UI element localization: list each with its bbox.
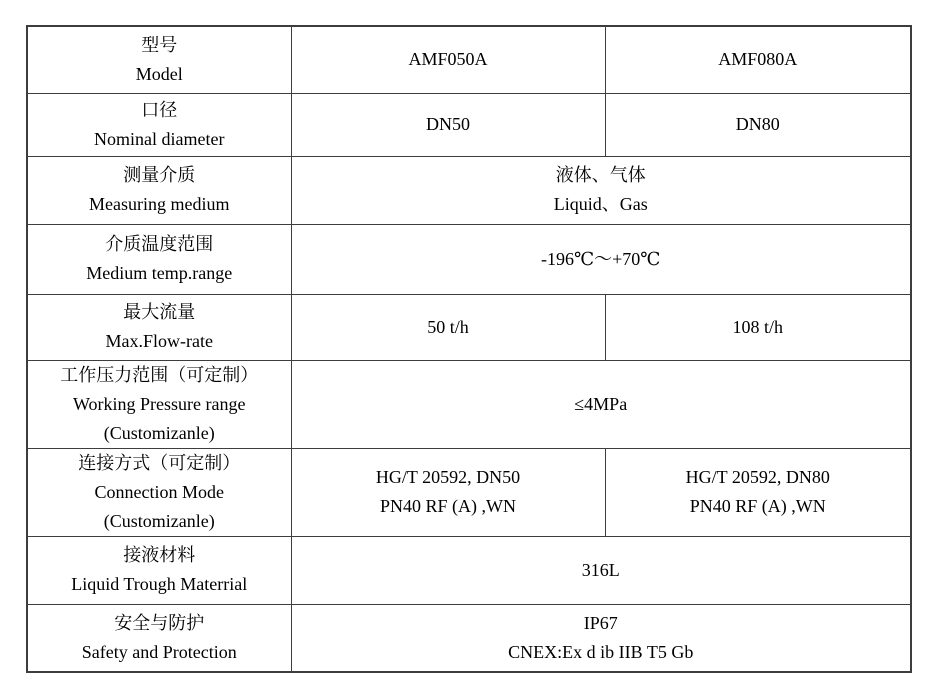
connection-mode-label-zh: 连接方式（可定制）: [78, 452, 241, 473]
nominal-diameter-value-2: [605, 93, 911, 156]
nominal-diameter-label-en: Nominal diameter: [94, 128, 225, 149]
measuring-medium-value-zh: 液体、气体: [555, 165, 646, 185]
row-medium-temp-range: [27, 224, 911, 294]
row-connection-mode: [27, 448, 911, 536]
measuring-medium-label-cell: [27, 156, 291, 224]
row-model: [27, 26, 911, 93]
medium-temp-range-label-en: Medium temp.range: [86, 263, 233, 283]
working-pressure-range-value-text: ≤4MPa: [574, 393, 628, 414]
medium-temp-range-value-text: -196℃～+70℃: [541, 248, 661, 269]
connection-mode-value-1-line2: PN40 RF (A) ,WN: [379, 496, 516, 516]
working-pressure-range-label-zh: 工作压力范围（可定制）: [60, 364, 259, 385]
medium-temp-range-label-zh: 介质温度范围: [105, 234, 214, 254]
connection-mode-value-2: [605, 448, 911, 536]
connection-mode-label-en: Connection Mode: [94, 481, 224, 502]
safety-and-protection-value-line2: CNEX:Ex d ib IIB T5 Gb: [508, 641, 694, 662]
nominal-diameter-label-zh: 口径: [141, 99, 178, 120]
model-label-zh: 型号: [141, 34, 178, 55]
liquid-trough-material-value: [291, 536, 911, 604]
max-flow-rate-value-1-text: 50 t/h: [427, 316, 469, 337]
max-flow-rate-value-1: [291, 294, 605, 360]
safety-and-protection-label-zh: 安全与防护: [114, 612, 205, 633]
working-pressure-range-value: [291, 360, 911, 448]
model-value-1: [291, 26, 605, 93]
liquid-trough-material-label-cell: [27, 536, 291, 604]
measuring-medium-value-en: Liquid、Gas: [553, 194, 648, 214]
connection-mode-label-cell: [27, 448, 291, 536]
model-value-2-text: AMF080A: [718, 49, 798, 70]
safety-and-protection-label-cell: [27, 604, 291, 672]
row-nominal-diameter: [27, 93, 911, 156]
medium-temp-range-value: [291, 224, 911, 294]
measuring-medium-value: [291, 156, 911, 224]
max-flow-rate-value-2-text: 108 t/h: [732, 316, 783, 337]
max-flow-rate-label-zh: 最大流量: [123, 302, 196, 322]
max-flow-rate-label-en: Max.Flow-rate: [105, 331, 213, 351]
working-pressure-range-label-cell: [27, 360, 291, 448]
nominal-diameter-value-2-text: DN80: [735, 114, 780, 134]
max-flow-rate-label-cell: [27, 294, 291, 360]
row-liquid-trough-material: [27, 536, 911, 604]
model-label-en: Model: [135, 63, 183, 84]
measuring-medium-label-en: Measuring medium: [89, 194, 230, 214]
connection-mode-value-2-line1: HG/T 20592, DN80: [685, 467, 830, 487]
spec-table: [26, 25, 912, 673]
working-pressure-range-label-en2: (Customizanle): [103, 422, 215, 443]
nominal-diameter-value-1: [291, 93, 605, 156]
working-pressure-range-label-en: Working Pressure range: [72, 393, 246, 414]
liquid-trough-material-value-text: 316L: [581, 559, 620, 580]
model-label-cell: [27, 26, 291, 93]
safety-and-protection-value: [291, 604, 911, 672]
model-value-1-text: AMF050A: [408, 49, 488, 70]
max-flow-rate-value-2: [605, 294, 911, 360]
connection-mode-value-1-line1: HG/T 20592, DN50: [375, 467, 521, 487]
nominal-diameter-value-1-text: DN50: [426, 114, 470, 134]
safety-and-protection-label-en: Safety and Protection: [81, 641, 237, 662]
connection-mode-value-2-line2: PN40 RF (A) ,WN: [689, 496, 826, 516]
row-measuring-medium: [27, 156, 911, 224]
connection-mode-label-en2: (Customizanle): [103, 510, 215, 531]
medium-temp-range-label-cell: [27, 224, 291, 294]
liquid-trough-material-label-en: Liquid Trough Materrial: [71, 574, 248, 594]
model-value-2: [605, 26, 911, 93]
liquid-trough-material-label-zh: 接液材料: [123, 545, 196, 565]
row-working-pressure-range: [27, 360, 911, 448]
connection-mode-value-1: [291, 448, 605, 536]
row-safety-and-protection: [27, 604, 911, 672]
nominal-diameter-label-cell: [27, 93, 291, 156]
row-max-flow-rate: [27, 294, 911, 360]
safety-and-protection-value-line1: IP67: [583, 612, 618, 633]
measuring-medium-label-zh: 测量介质: [123, 165, 196, 185]
